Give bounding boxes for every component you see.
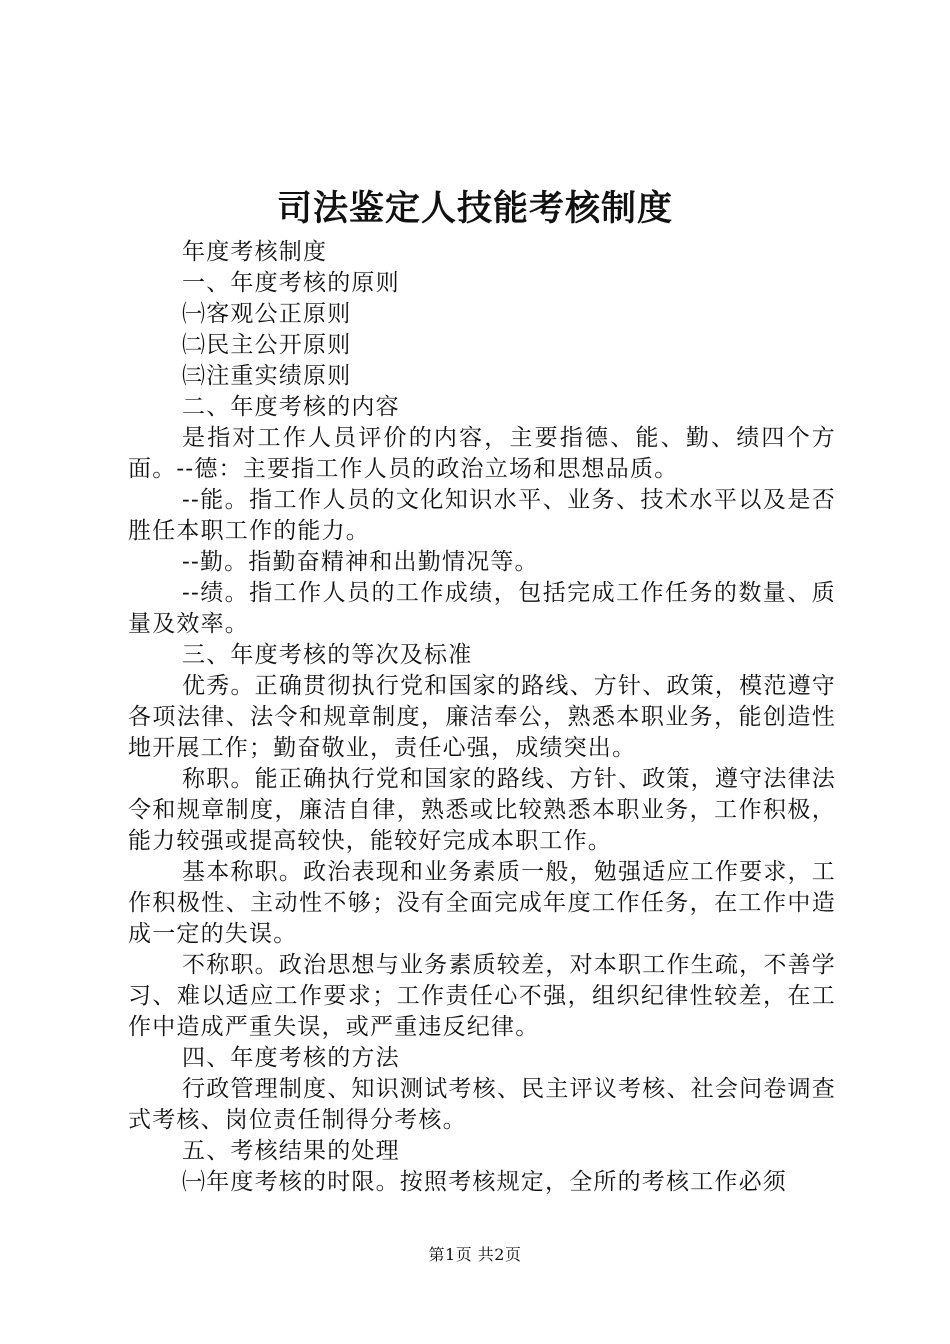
list-item: ㈠客观公正原则 xyxy=(182,301,352,327)
paragraph: 优秀。正确贯彻执行党和国家的路线、方针、政策，模范遵守各项法律、法令和规章制度，廉洁奉公，熟悉本职业务，能创造性地开展工作；勤奋敬业，责任心强，成绩突出。 xyxy=(128,673,836,761)
page-number-footer: 第1页 共2页 xyxy=(428,1245,522,1264)
document-title: 司法鉴定人技能考核制度 xyxy=(276,188,673,229)
list-item: ㈢注重实绩原则 xyxy=(182,363,352,389)
section-heading: 二、年度考核的内容 xyxy=(182,394,400,420)
paragraph: ㈠年度考核的时限。按照考核规定，全所的考核工作必须 xyxy=(182,1169,787,1195)
section-heading: 五、考核结果的处理 xyxy=(182,1138,400,1164)
paragraph: 是指对工作人员评价的内容，主要指德、能、勤、绩四个方面。--德：主要指工作人员的政治立场和思想品质。 xyxy=(128,425,836,482)
paragraph: --能。指工作人员的文化知识水平、业务、技术水平以及是否胜任本职工作的能力。 xyxy=(128,487,836,544)
paragraph: 基本称职。政治表现和业务素质一般，勉强适应工作要求，工作积极性、主动性不够；没有全面完成年度工作任务，在工作中造成一定的失误。 xyxy=(128,859,836,947)
paragraph: --勤。指勤奋精神和出勤情况等。 xyxy=(182,549,539,575)
document-body xyxy=(128,237,836,1198)
section-heading: 一、年度考核的原则 xyxy=(182,270,400,296)
paragraph: 称职。能正确执行党和国家的路线、方针、政策，遵守法律法令和规章制度，廉洁自律，熟悉或比较熟悉本职业务，工作积极，能力较强或提高较快，能较好完成本职工作。 xyxy=(128,766,836,854)
section-heading: 四、年度考核的方法 xyxy=(182,1045,400,1071)
paragraph: 不称职。政治思想与业务素质较差，对本职工作生疏，不善学习、难以适应工作要求；工作责任心不强，组织纪律性较差，在工作中造成严重失误，或严重违反纪律。 xyxy=(128,952,836,1040)
paragraph: --绩。指工作人员的工作成绩，包括完成工作任务的数量、质量及效率。 xyxy=(128,580,836,637)
section-heading: 三、年度考核的等次及标准 xyxy=(182,642,473,668)
paragraph: 年度考核制度 xyxy=(182,239,328,265)
list-item: ㈡民主公开原则 xyxy=(182,332,352,358)
paragraph: 行政管理制度、知识测试考核、民主评议考核、社会问卷调查式考核、岗位责任制得分考核。 xyxy=(128,1076,836,1133)
